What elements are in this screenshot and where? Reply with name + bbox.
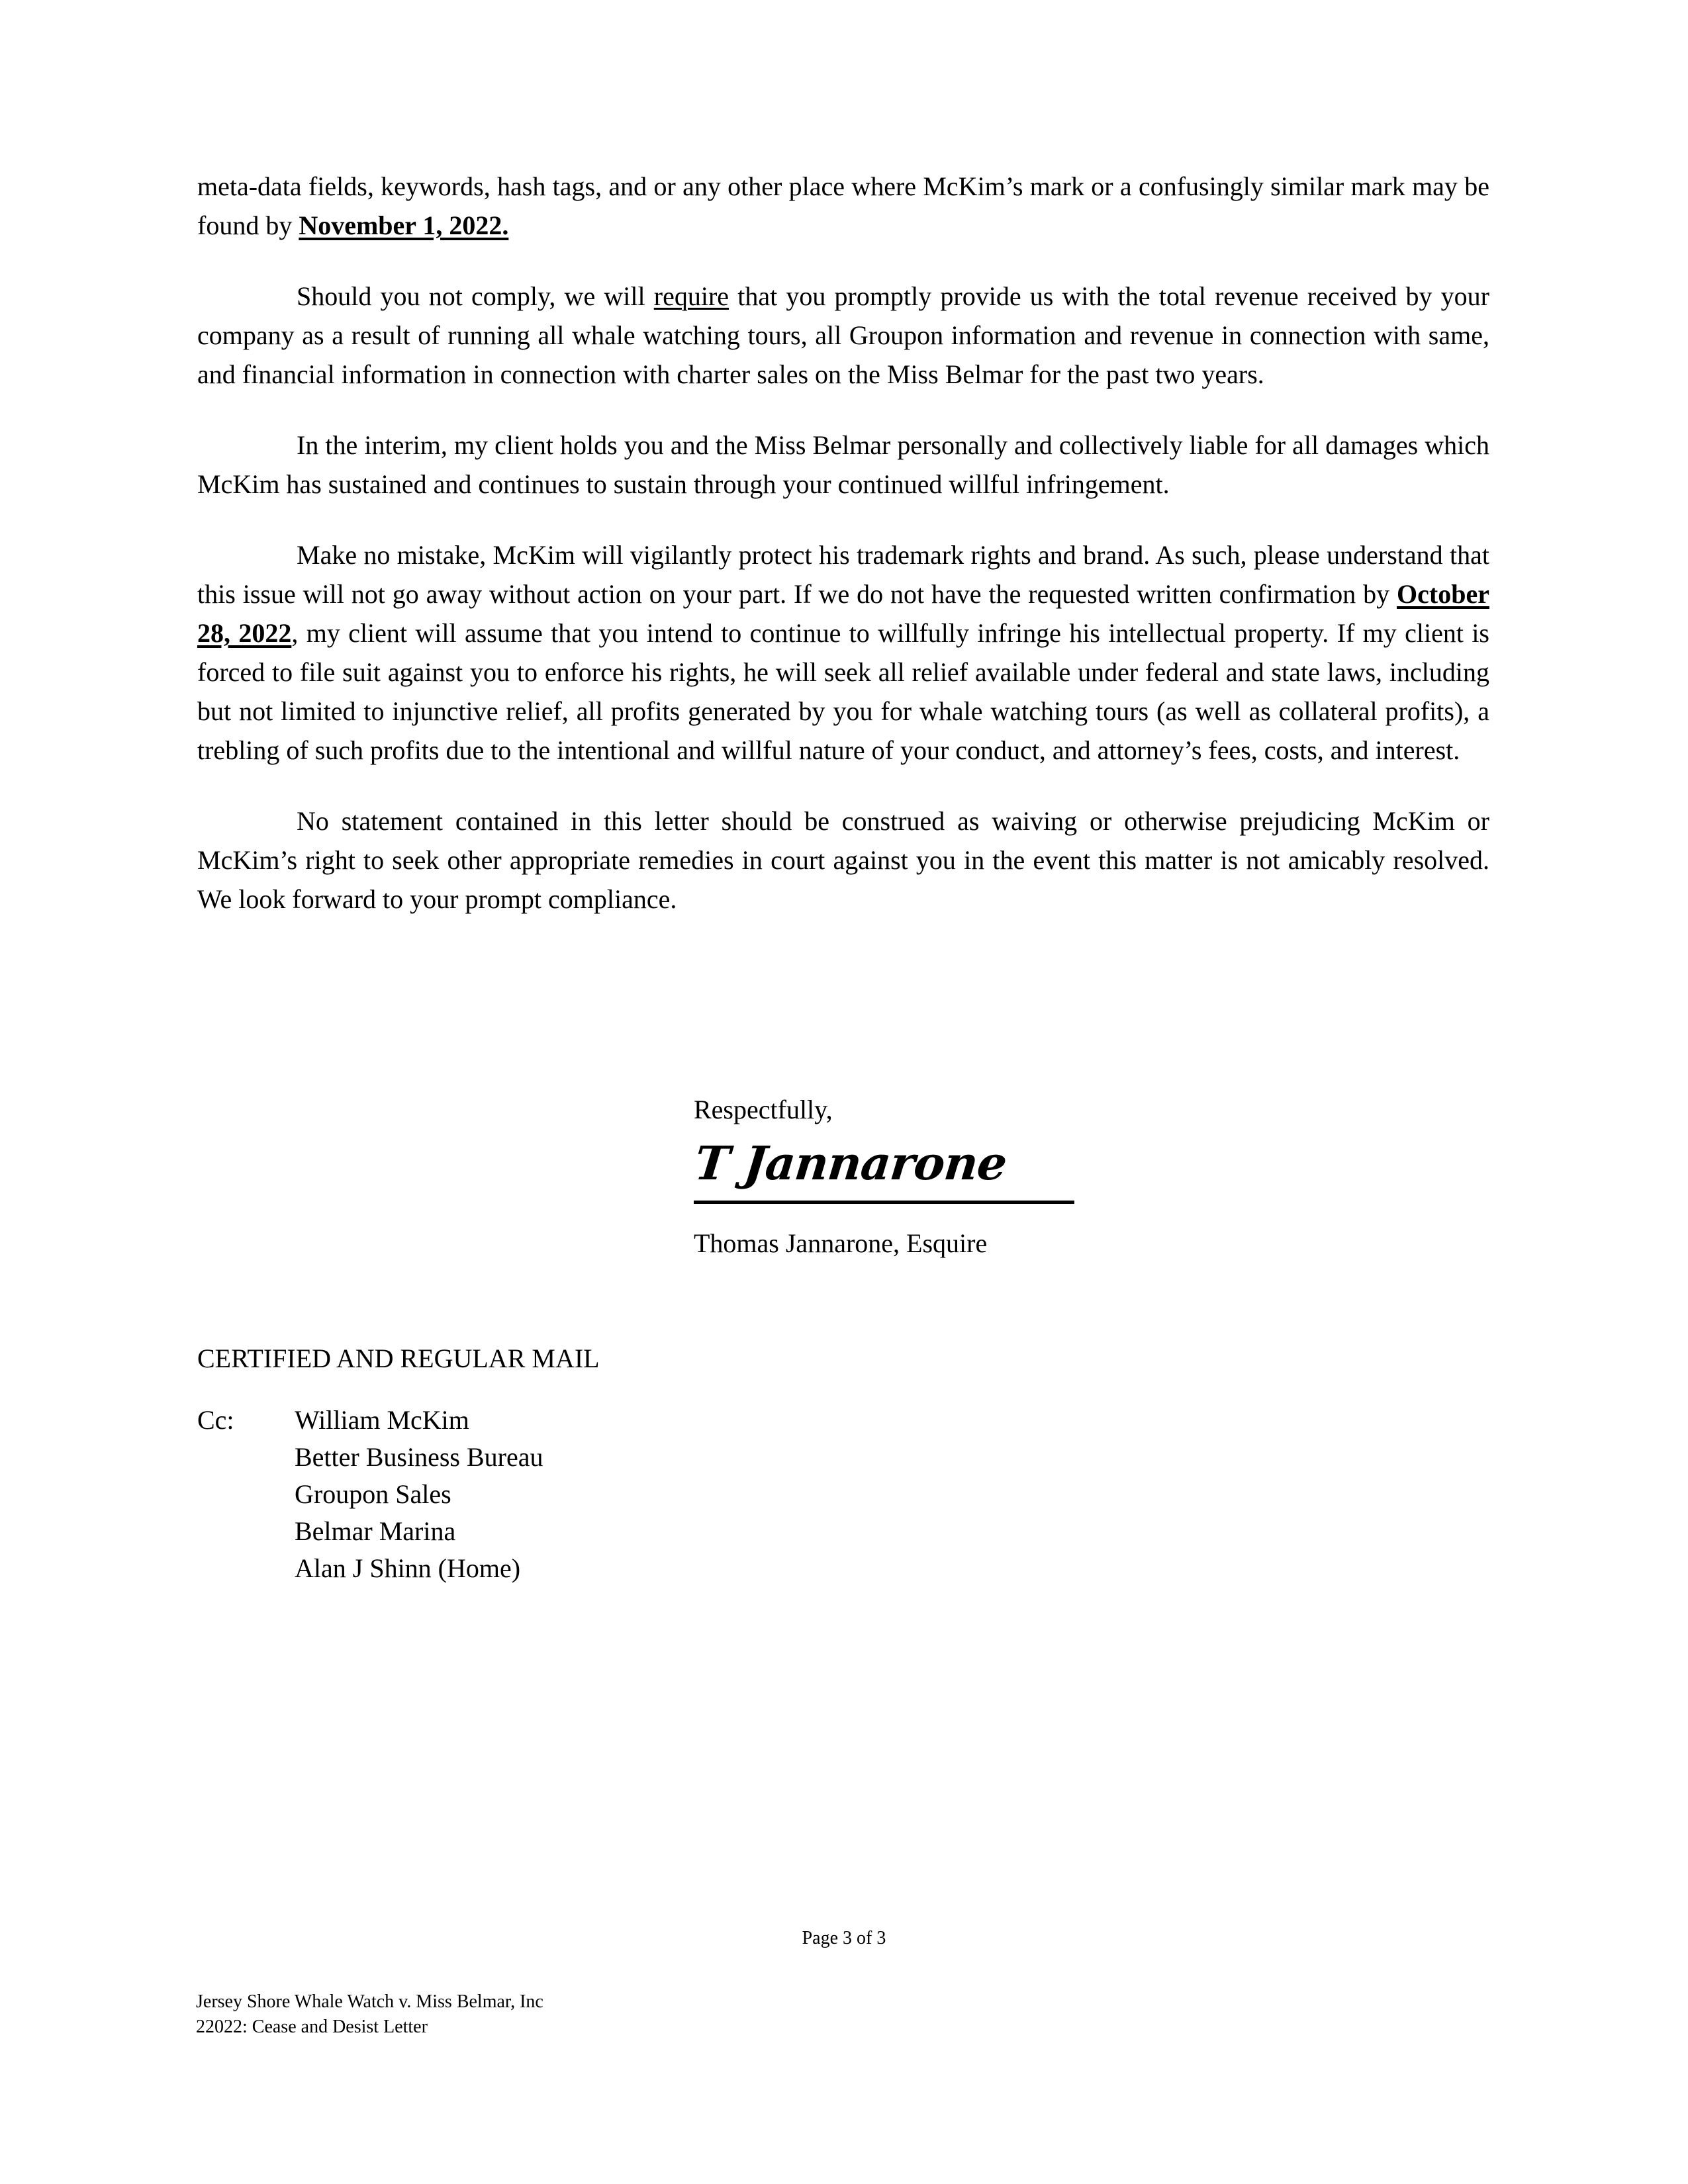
closing-salutation: Respectfully, — [694, 1095, 833, 1124]
cc-recipient: Alan J Shinn (Home) — [295, 1553, 521, 1583]
signer-name: Thomas Jannarone, Esquire — [694, 1228, 988, 1258]
cc-label-spacer — [197, 1476, 295, 1513]
signature-block — [694, 1093, 1289, 1260]
paragraph-make-no-mistake — [197, 535, 1489, 770]
paragraph-meta-data-fields — [197, 167, 1489, 245]
text-run: that you promptly provide us with the total revenue received by your company as a result of running all whale watching tours, all Groupon information and revenue in connection with same, and financial information in connection with charter sales on the Miss Belmar for the past two years. — [197, 281, 1489, 389]
text-run: No statement contained in this letter should be construed as waiving or otherwise prejudicing McKim or McKim’s right to seek other appropriate remedies in court against you in the event this matter is not amicably resolved. We look forward to your prompt compliance. — [197, 806, 1489, 914]
cc-block — [197, 1402, 543, 1587]
cc-recipient: William McKim — [295, 1405, 469, 1435]
page-number: Page 3 of 3 — [802, 1928, 886, 1948]
emphasized-deadline: November 1, 2022. — [299, 210, 509, 240]
cc-row — [197, 1439, 543, 1476]
delivery-method-line: CERTIFIED AND REGULAR MAIL — [197, 1343, 600, 1373]
footer-matter-line: Jersey Shore Whale Watch v. Miss Belmar, Inc — [196, 1991, 543, 2012]
text-run: Should you not comply, we will — [297, 281, 654, 311]
emphasized-deadline: October 28, 2022 — [197, 579, 1489, 648]
text-run: meta-data fields, keywords, hash tags, and or any other place where McKim’s mark or a confusingly similar mark may be found by — [197, 171, 1489, 240]
signature-rule — [694, 1201, 1074, 1204]
text-run: , my client will assume that you intend to continue to willfully infringe his intellectual property. If my client is forced to file suit against you to enforce his rights, he will seek all relief available under federal and state laws, including but not limited to injunctive relief, all profits generated by you for whale watching tours (as well as collateral profits), a trebling of such profits due to the intentional and willful nature of your conduct, and attorney’s fees, costs, and interest. — [197, 618, 1489, 765]
footer-subject-line: 22022: Cease and Desist Letter — [196, 2017, 428, 2037]
cc-label-spacer — [197, 1513, 295, 1550]
cc-recipient: Better Business Bureau — [295, 1442, 543, 1472]
letter-body — [197, 167, 1489, 919]
cc-recipient: Belmar Marina — [295, 1516, 456, 1546]
document-footer — [196, 1989, 543, 2040]
cc-label: Cc: — [197, 1405, 234, 1435]
cc-recipient: Groupon Sales — [295, 1479, 451, 1509]
cc-row — [197, 1402, 543, 1439]
cc-row — [197, 1550, 543, 1587]
cc-label-spacer — [197, 1550, 295, 1587]
cc-row — [197, 1513, 543, 1550]
paragraph-should-you-not-comply — [197, 277, 1489, 394]
paragraph-in-the-interim — [197, 426, 1489, 504]
signature-graphic — [692, 1136, 1289, 1218]
cc-row — [197, 1476, 543, 1513]
handwritten-signature: T Jannarone — [692, 1136, 1009, 1191]
text-run: In the interim, my client holds you and the Miss Belmar personally and collectively liable for all damages which McKim has sustained and continues to sustain through your continued willful infringement. — [197, 430, 1489, 499]
text-run: Make no mistake, McKim will vigilantly protect his trademark rights and brand. As such, please understand that this issue will not go away without action on your part. If we do not have the requested written confirmation by — [197, 540, 1489, 609]
paragraph-no-statement-contained — [197, 801, 1489, 919]
cc-label-spacer — [197, 1439, 295, 1476]
emphasized-term: require — [653, 281, 729, 311]
